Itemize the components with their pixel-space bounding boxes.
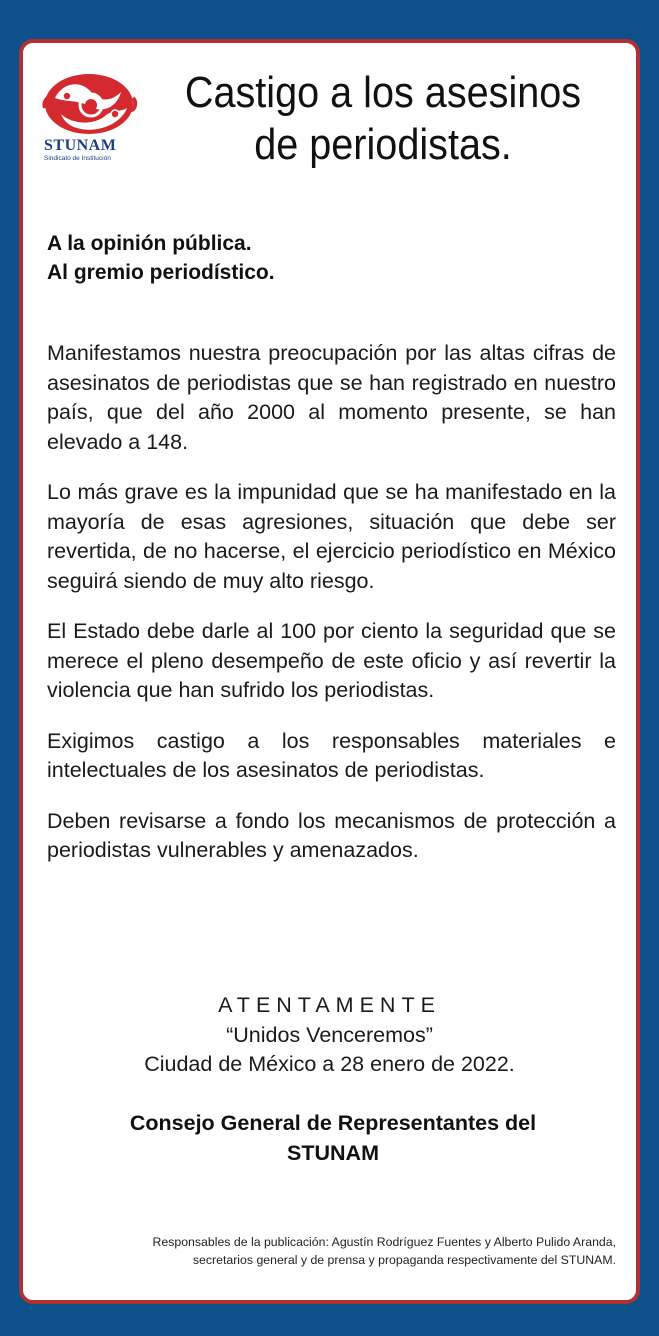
footer-credits: [46, 1233, 616, 1269]
greeting-line-1: A la opinión pública.: [47, 232, 252, 255]
page-title: [176, 67, 590, 171]
paragraph-4: Exigimos castigo a los responsables materiales e intelectuales de los asesinatos de periodistas.: [47, 728, 616, 782]
footer-line-2: secretarios general y de prensa y propaganda respectivamente del STUNAM.: [192, 1253, 616, 1267]
place-date: Ciudad de México a 28 enero de 2022.: [144, 1052, 515, 1076]
footer-line-1: Responsables de la publicación: Agustín Rodríguez Fuentes y Alberto Pulido Aranda,: [152, 1235, 616, 1249]
paragraph-2: Lo más grave es la impunidad que se ha manifestado en la mayoría de esas agresiones, situación que debe ser revertida, de no hacerse, el ejercicio periodístico en México seguirá siendo de muy alto riesgo.: [47, 480, 616, 593]
title-line-1: Castigo a los asesinos: [184, 68, 582, 117]
greeting: [47, 229, 275, 287]
closing-block: [23, 991, 636, 1080]
communique-card: [19, 39, 640, 1304]
stunam-emblem-icon: [41, 68, 141, 138]
paragraph-3: El Estado debe darle al 100 por ciento la seguridad que se merece el pleno desempeño de este oficio y así revertir la violencia que han sufrido los periodistas.: [47, 619, 616, 702]
greeting-line-2: Al gremio periodístico.: [47, 261, 275, 284]
logo-name: STUNAM: [44, 137, 117, 154]
paragraph-5: Deben revisarse a fondo los mecanismos de protección a periodistas vulnerables y amenazados.: [47, 808, 616, 862]
stunam-logo: [41, 68, 141, 168]
title-line-2: de periodistas.: [254, 120, 512, 169]
body-text: [47, 339, 616, 887]
motto: “Unidos Venceremos”: [226, 1022, 433, 1047]
signature-line-2: STUNAM: [287, 1140, 379, 1165]
paragraph-1: Manifestamos nuestra preocupación por las altas cifras de asesinatos de periodistas que se han registrado en nuestro país, que del año 2000 al momento presente, se han elevado a 148.: [47, 341, 616, 454]
signature: [73, 1109, 593, 1168]
atentamente-label: ATENTAMENTE: [218, 993, 441, 1017]
signature-line-1: Consejo General de Representantes del: [129, 1111, 537, 1135]
logo-subtitle: Sindicato de Institución: [44, 155, 111, 162]
